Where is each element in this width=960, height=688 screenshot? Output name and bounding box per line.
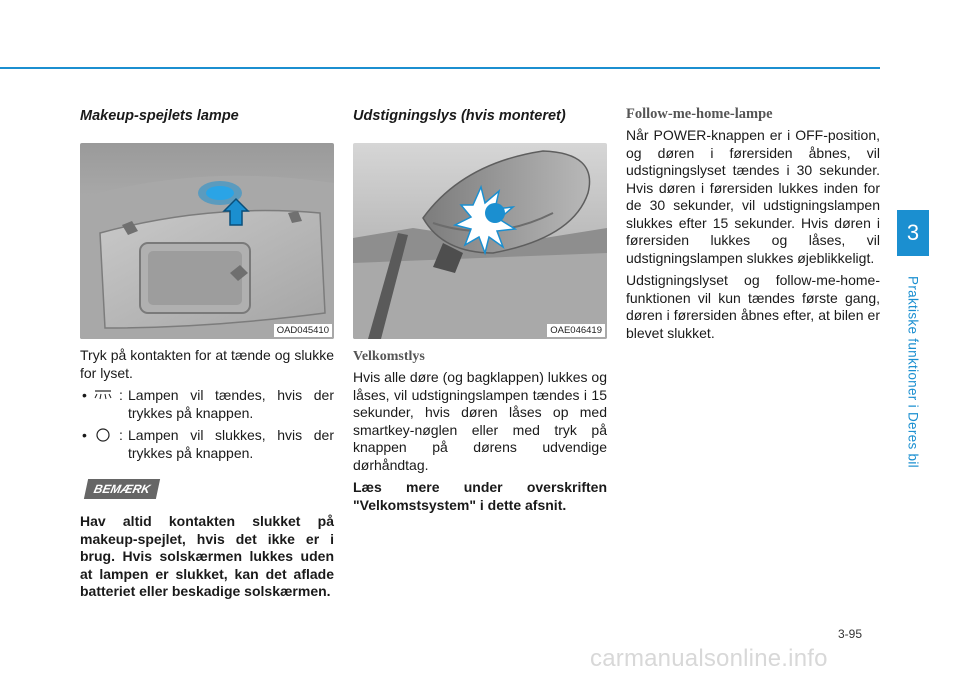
page-number: 3-95	[838, 627, 863, 641]
body-text: Udstigningslyset og follow-me-home-funktionen vil kun tændes første gang, døren i førersiden åbnes efter, at bilen er blevet slukket.	[626, 272, 880, 341]
column-vanity-mirror-lamp	[80, 108, 334, 606]
chapter-number-tab: 3	[897, 210, 929, 256]
bullet-text: Lampen vil tændes, hvis der trykkes på knappen.	[128, 387, 334, 421]
watermark: carmanualsonline.info	[590, 645, 828, 672]
body-text: Når POWER-knappen er i OFF-position, og døren i førersiden åbnes, vil udstigningslyset tændes i 30 sekunder. Hvis døren i førersiden lukkes inden for de 30 sekunder, vil udstigningslampen slukkes efter 15 sekunder. Hvis døren i førersiden lukkes og låses, vil udstigningslampen slukkes øjeblikkeligt.	[626, 127, 880, 266]
section-heading: Makeup-spejlets lampe	[80, 108, 239, 124]
image-code: OAD045410	[274, 324, 332, 337]
list-item: • : Lampen vil slukkes, hvis der trykkes på knappen.	[82, 427, 334, 461]
body-text: Hvis alle døre (og bagklappen) lukkes og låses, vil udstigningslampen tændes i 15 sekunder, hvis døren låses op med smartkey-nøglen eller med tryk på knappen på dørens udvendige dørhåndtag.	[353, 369, 607, 473]
chapter-title: Praktiske funktioner i Deres bil	[905, 276, 921, 468]
lamp-on-icon	[93, 388, 113, 406]
column-follow-me-home	[626, 106, 880, 347]
intro-text: Tryk på kontakten for at tænde og slukke for lyset.	[80, 347, 334, 381]
lamp-switch-list	[80, 387, 334, 462]
column-puddle-lamp	[353, 108, 607, 519]
image-code: OAE046419	[547, 324, 605, 337]
note-badge: BEMÆRK	[84, 479, 160, 499]
list-item: • : Lampen vil tændes, hvis der trykkes på knappen.	[82, 387, 334, 421]
note-text: Hav altid kontakten slukket på makeup-spejlet, hvis det ikke er i brug. Hvis solskærmen lukkes uden at lampen er slukket, kan det aflade batteriet eller beskadige solskærmen.	[80, 513, 334, 599]
section-heading: Udstigningslys (hvis monteret)	[353, 108, 566, 124]
header-rule	[0, 67, 880, 69]
subheading: Follow-me-home-lampe	[626, 106, 773, 122]
reference-text: Læs mere under overskriften "Velkomstsystem" i dette afsnit.	[353, 479, 607, 513]
subheading: Velkomstlys	[353, 349, 425, 364]
bullet-text: Lampen vil slukkes, hvis der trykkes på knappen.	[128, 427, 334, 461]
vanity-mirror-photo	[80, 143, 334, 339]
mirror-puddle-lamp-photo	[353, 143, 607, 339]
lamp-off-icon	[93, 428, 113, 447]
